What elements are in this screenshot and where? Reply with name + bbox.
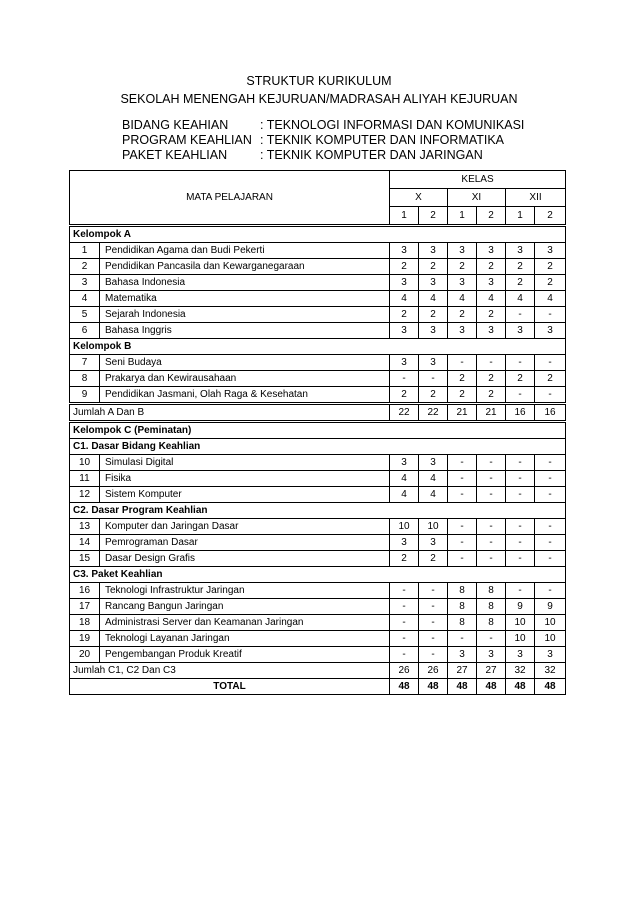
- hours-cell: 3: [477, 275, 506, 291]
- hours-cell: 4: [390, 471, 419, 487]
- hours-cell: -: [506, 487, 535, 503]
- hours-cell: 3: [390, 275, 419, 291]
- subject-number: 4: [70, 291, 100, 307]
- subject-row: [70, 371, 566, 387]
- hours-cell: -: [390, 371, 419, 387]
- hours-cell: 2: [506, 259, 535, 275]
- hours-cell: 3: [419, 275, 448, 291]
- subject-row: [70, 615, 566, 631]
- hours-cell: 9: [506, 599, 535, 615]
- hours-cell: 26: [390, 663, 419, 679]
- hours-cell: 22: [419, 404, 448, 422]
- hours-cell: -: [477, 355, 506, 371]
- hours-cell: -: [477, 487, 506, 503]
- hours-cell: -: [535, 471, 566, 487]
- hours-cell: 3: [419, 323, 448, 339]
- hours-cell: -: [448, 519, 477, 535]
- subject-number: 9: [70, 387, 100, 404]
- hours-cell: 3: [419, 355, 448, 371]
- subject-number: 8: [70, 371, 100, 387]
- hours-cell: -: [535, 307, 566, 323]
- hours-cell: 3: [419, 243, 448, 259]
- subject-number: 6: [70, 323, 100, 339]
- subject-number: 17: [70, 599, 100, 615]
- subject-number: 1: [70, 243, 100, 259]
- hours-cell: 3: [448, 647, 477, 663]
- subject-name: Bahasa Indonesia: [100, 275, 390, 291]
- subject-name: Bahasa Inggris: [100, 323, 390, 339]
- hours-cell: -: [448, 487, 477, 503]
- hours-cell: 48: [506, 679, 535, 695]
- hours-cell: 2: [448, 371, 477, 387]
- hours-cell: -: [477, 551, 506, 567]
- hours-cell: -: [477, 519, 506, 535]
- subject-row: [70, 275, 566, 291]
- hours-cell: -: [419, 615, 448, 631]
- hours-cell: 3: [506, 647, 535, 663]
- meta-value: : TEKNOLOGI INFORMASI DAN KOMUNIKASI: [260, 118, 525, 132]
- grade-header: X: [390, 189, 448, 207]
- subject-number: 16: [70, 583, 100, 599]
- hours-cell: -: [506, 519, 535, 535]
- group-row: [70, 567, 566, 583]
- hours-cell: -: [419, 647, 448, 663]
- subject-row: [70, 307, 566, 323]
- hours-cell: 48: [477, 679, 506, 695]
- sum-row: [70, 663, 566, 679]
- hours-cell: 10: [535, 615, 566, 631]
- hours-cell: 2: [390, 387, 419, 404]
- hours-cell: -: [535, 355, 566, 371]
- sum-row: [70, 404, 566, 422]
- hours-cell: -: [419, 631, 448, 647]
- hours-cell: 10: [535, 631, 566, 647]
- hours-cell: 2: [477, 307, 506, 323]
- hours-cell: 2: [477, 387, 506, 404]
- hours-cell: -: [390, 615, 419, 631]
- hours-cell: -: [506, 455, 535, 471]
- hours-cell: -: [448, 355, 477, 371]
- hours-cell: -: [506, 583, 535, 599]
- hours-cell: 32: [535, 663, 566, 679]
- hours-cell: 4: [419, 487, 448, 503]
- hours-cell: -: [390, 599, 419, 615]
- hours-cell: -: [535, 583, 566, 599]
- hours-cell: -: [535, 551, 566, 567]
- group-row: [70, 226, 566, 243]
- semester-header: 1: [390, 207, 419, 226]
- subject-name: Teknologi Infrastruktur Jaringan: [100, 583, 390, 599]
- hours-cell: 2: [506, 371, 535, 387]
- subject-number: 12: [70, 487, 100, 503]
- hours-cell: 3: [419, 455, 448, 471]
- hours-cell: -: [477, 535, 506, 551]
- subject-name: Komputer dan Jaringan Dasar: [100, 519, 390, 535]
- hours-cell: 10: [390, 519, 419, 535]
- subject-row: [70, 599, 566, 615]
- subject-row: [70, 535, 566, 551]
- hours-cell: -: [506, 551, 535, 567]
- hours-cell: 27: [448, 663, 477, 679]
- subject-name: Pendidikan Pancasila dan Kewarganegaraan: [100, 259, 390, 275]
- hours-cell: 3: [390, 535, 419, 551]
- meta-program: [122, 133, 524, 148]
- curriculum-table: [69, 170, 566, 695]
- subject-row: [70, 631, 566, 647]
- subject-number: 18: [70, 615, 100, 631]
- hours-cell: -: [477, 471, 506, 487]
- subject-name: Administrasi Server dan Keamanan Jaringan: [100, 615, 390, 631]
- hours-cell: 3: [477, 243, 506, 259]
- hours-cell: 3: [477, 323, 506, 339]
- hours-cell: 3: [535, 323, 566, 339]
- hours-cell: 3: [535, 647, 566, 663]
- hours-cell: -: [390, 631, 419, 647]
- hours-cell: 2: [419, 307, 448, 323]
- hours-cell: 4: [419, 291, 448, 307]
- subject-row: [70, 259, 566, 275]
- hours-cell: -: [448, 471, 477, 487]
- subject-row: [70, 471, 566, 487]
- hours-cell: 3: [506, 323, 535, 339]
- column-header-kelas: KELAS: [390, 171, 566, 189]
- hours-cell: 2: [419, 551, 448, 567]
- grade-header: XII: [506, 189, 566, 207]
- hours-cell: 3: [390, 243, 419, 259]
- hours-cell: -: [535, 487, 566, 503]
- subject-row: [70, 647, 566, 663]
- hours-cell: 9: [535, 599, 566, 615]
- hours-cell: 10: [506, 631, 535, 647]
- hours-cell: 2: [448, 387, 477, 404]
- hours-cell: 2: [390, 551, 419, 567]
- sum-label: Jumlah C1, C2 Dan C3: [70, 663, 390, 679]
- meta-value: : TEKNIK KOMPUTER DAN JARINGAN: [260, 148, 483, 162]
- hours-cell: -: [477, 631, 506, 647]
- hours-cell: -: [448, 631, 477, 647]
- subject-number: 15: [70, 551, 100, 567]
- hours-cell: 3: [419, 535, 448, 551]
- meta-bidang: [122, 118, 524, 133]
- subject-name: Simulasi Digital: [100, 455, 390, 471]
- hours-cell: 3: [477, 647, 506, 663]
- hours-cell: 4: [419, 471, 448, 487]
- semester-header: 2: [477, 207, 506, 226]
- hours-cell: 2: [535, 275, 566, 291]
- subject-name: Fisika: [100, 471, 390, 487]
- group-label: C2. Dasar Program Keahlian: [70, 503, 566, 519]
- subject-row: [70, 455, 566, 471]
- subject-number: 3: [70, 275, 100, 291]
- hours-cell: 16: [506, 404, 535, 422]
- subject-number: 20: [70, 647, 100, 663]
- group-row: [70, 503, 566, 519]
- hours-cell: 3: [448, 275, 477, 291]
- subject-name: Sejarah Indonesia: [100, 307, 390, 323]
- subject-name: Rancang Bangun Jaringan: [100, 599, 390, 615]
- meta-label: BIDANG KEAHIAN: [122, 118, 229, 132]
- hours-cell: 4: [535, 291, 566, 307]
- hours-cell: 16: [535, 404, 566, 422]
- subject-name: Dasar Design Grafis: [100, 551, 390, 567]
- subject-name: Pendidikan Jasmani, Olah Raga & Kesehatan: [100, 387, 390, 404]
- subject-name: Seni Budaya: [100, 355, 390, 371]
- hours-cell: 27: [477, 663, 506, 679]
- group-label: Kelompok C (Peminatan): [70, 422, 566, 439]
- subject-number: 19: [70, 631, 100, 647]
- hours-cell: 3: [448, 323, 477, 339]
- meta-paket: [122, 148, 524, 163]
- hours-cell: 21: [477, 404, 506, 422]
- hours-cell: 2: [448, 259, 477, 275]
- hours-cell: -: [535, 387, 566, 404]
- hours-cell: 3: [535, 243, 566, 259]
- hours-cell: 2: [535, 371, 566, 387]
- subject-number: 5: [70, 307, 100, 323]
- subject-name: Sistem Komputer: [100, 487, 390, 503]
- hours-cell: 4: [506, 291, 535, 307]
- hours-cell: -: [535, 519, 566, 535]
- column-header-subject: MATA PELAJARAN: [70, 171, 390, 226]
- hours-cell: -: [506, 471, 535, 487]
- hours-cell: 32: [506, 663, 535, 679]
- hours-cell: -: [448, 535, 477, 551]
- subject-number: 13: [70, 519, 100, 535]
- hours-cell: 8: [448, 583, 477, 599]
- hours-cell: 2: [419, 387, 448, 404]
- hours-cell: -: [390, 583, 419, 599]
- meta-label: PROGRAM KEAHLIAN: [122, 133, 252, 147]
- total-row: [70, 679, 566, 695]
- hours-cell: 8: [448, 615, 477, 631]
- hours-cell: 3: [506, 243, 535, 259]
- grade-header: XI: [448, 189, 506, 207]
- sum-label: Jumlah A Dan B: [70, 404, 390, 422]
- group-label: Kelompok A: [70, 226, 566, 243]
- hours-cell: 4: [448, 291, 477, 307]
- subject-row: [70, 519, 566, 535]
- hours-cell: 2: [390, 307, 419, 323]
- hours-cell: -: [477, 455, 506, 471]
- subject-name: Prakarya dan Kewirausahaan: [100, 371, 390, 387]
- subject-row: [70, 291, 566, 307]
- hours-cell: 8: [477, 583, 506, 599]
- hours-cell: 2: [477, 371, 506, 387]
- hours-cell: 48: [535, 679, 566, 695]
- meta-label: PAKET KEAHLIAN: [122, 148, 228, 162]
- subject-row: [70, 551, 566, 567]
- hours-cell: -: [419, 583, 448, 599]
- hours-cell: 2: [419, 259, 448, 275]
- subject-row: [70, 355, 566, 371]
- hours-cell: 4: [390, 291, 419, 307]
- hours-cell: -: [506, 387, 535, 404]
- group-label: C3. Paket Keahlian: [70, 567, 566, 583]
- hours-cell: 10: [506, 615, 535, 631]
- semester-header: 2: [419, 207, 448, 226]
- hours-cell: 48: [448, 679, 477, 695]
- hours-cell: 2: [477, 259, 506, 275]
- subject-name: Pengembangan Produk Kreatif: [100, 647, 390, 663]
- document-subtitle: SEKOLAH MENENGAH KEJURUAN/MADRASAH ALIYAH KEJURUAN: [120, 92, 518, 106]
- hours-cell: 3: [390, 455, 419, 471]
- hours-cell: 3: [390, 355, 419, 371]
- semester-header: 2: [535, 207, 566, 226]
- program-info: [122, 118, 524, 163]
- group-row: [70, 422, 566, 439]
- group-label: C1. Dasar Bidang Keahlian: [70, 439, 566, 455]
- hours-cell: -: [506, 307, 535, 323]
- hours-cell: 2: [390, 259, 419, 275]
- hours-cell: -: [535, 535, 566, 551]
- subject-row: [70, 323, 566, 339]
- hours-cell: 22: [390, 404, 419, 422]
- subject-row: [70, 243, 566, 259]
- hours-cell: -: [419, 599, 448, 615]
- hours-cell: 3: [390, 323, 419, 339]
- hours-cell: 4: [390, 487, 419, 503]
- hours-cell: -: [390, 647, 419, 663]
- hours-cell: 4: [477, 291, 506, 307]
- subject-row: [70, 387, 566, 404]
- semester-header: 1: [448, 207, 477, 226]
- document-title: STRUKTUR KURIKULUM: [246, 74, 392, 88]
- subject-name: Matematika: [100, 291, 390, 307]
- hours-cell: -: [419, 371, 448, 387]
- total-label: TOTAL: [70, 679, 390, 695]
- hours-cell: 2: [535, 259, 566, 275]
- hours-cell: 3: [448, 243, 477, 259]
- hours-cell: 26: [419, 663, 448, 679]
- hours-cell: 48: [390, 679, 419, 695]
- subject-number: 14: [70, 535, 100, 551]
- subject-number: 7: [70, 355, 100, 371]
- hours-cell: -: [448, 551, 477, 567]
- hours-cell: -: [448, 455, 477, 471]
- group-row: [70, 339, 566, 355]
- hours-cell: 10: [419, 519, 448, 535]
- hours-cell: 2: [448, 307, 477, 323]
- semester-header: 1: [506, 207, 535, 226]
- hours-cell: 48: [419, 679, 448, 695]
- subject-number: 11: [70, 471, 100, 487]
- hours-cell: -: [535, 455, 566, 471]
- subject-number: 10: [70, 455, 100, 471]
- group-row: [70, 439, 566, 455]
- hours-cell: 21: [448, 404, 477, 422]
- hours-cell: 8: [477, 599, 506, 615]
- subject-row: [70, 487, 566, 503]
- hours-cell: 2: [506, 275, 535, 291]
- subject-name: Pendidikan Agama dan Budi Pekerti: [100, 243, 390, 259]
- hours-cell: -: [506, 355, 535, 371]
- subject-name: Teknologi Layanan Jaringan: [100, 631, 390, 647]
- subject-row: [70, 583, 566, 599]
- meta-value: : TEKNIK KOMPUTER DAN INFORMATIKA: [260, 133, 505, 147]
- subject-number: 2: [70, 259, 100, 275]
- hours-cell: 8: [477, 615, 506, 631]
- group-label: Kelompok B: [70, 339, 566, 355]
- subject-name: Pemrograman Dasar: [100, 535, 390, 551]
- hours-cell: 8: [448, 599, 477, 615]
- hours-cell: -: [506, 535, 535, 551]
